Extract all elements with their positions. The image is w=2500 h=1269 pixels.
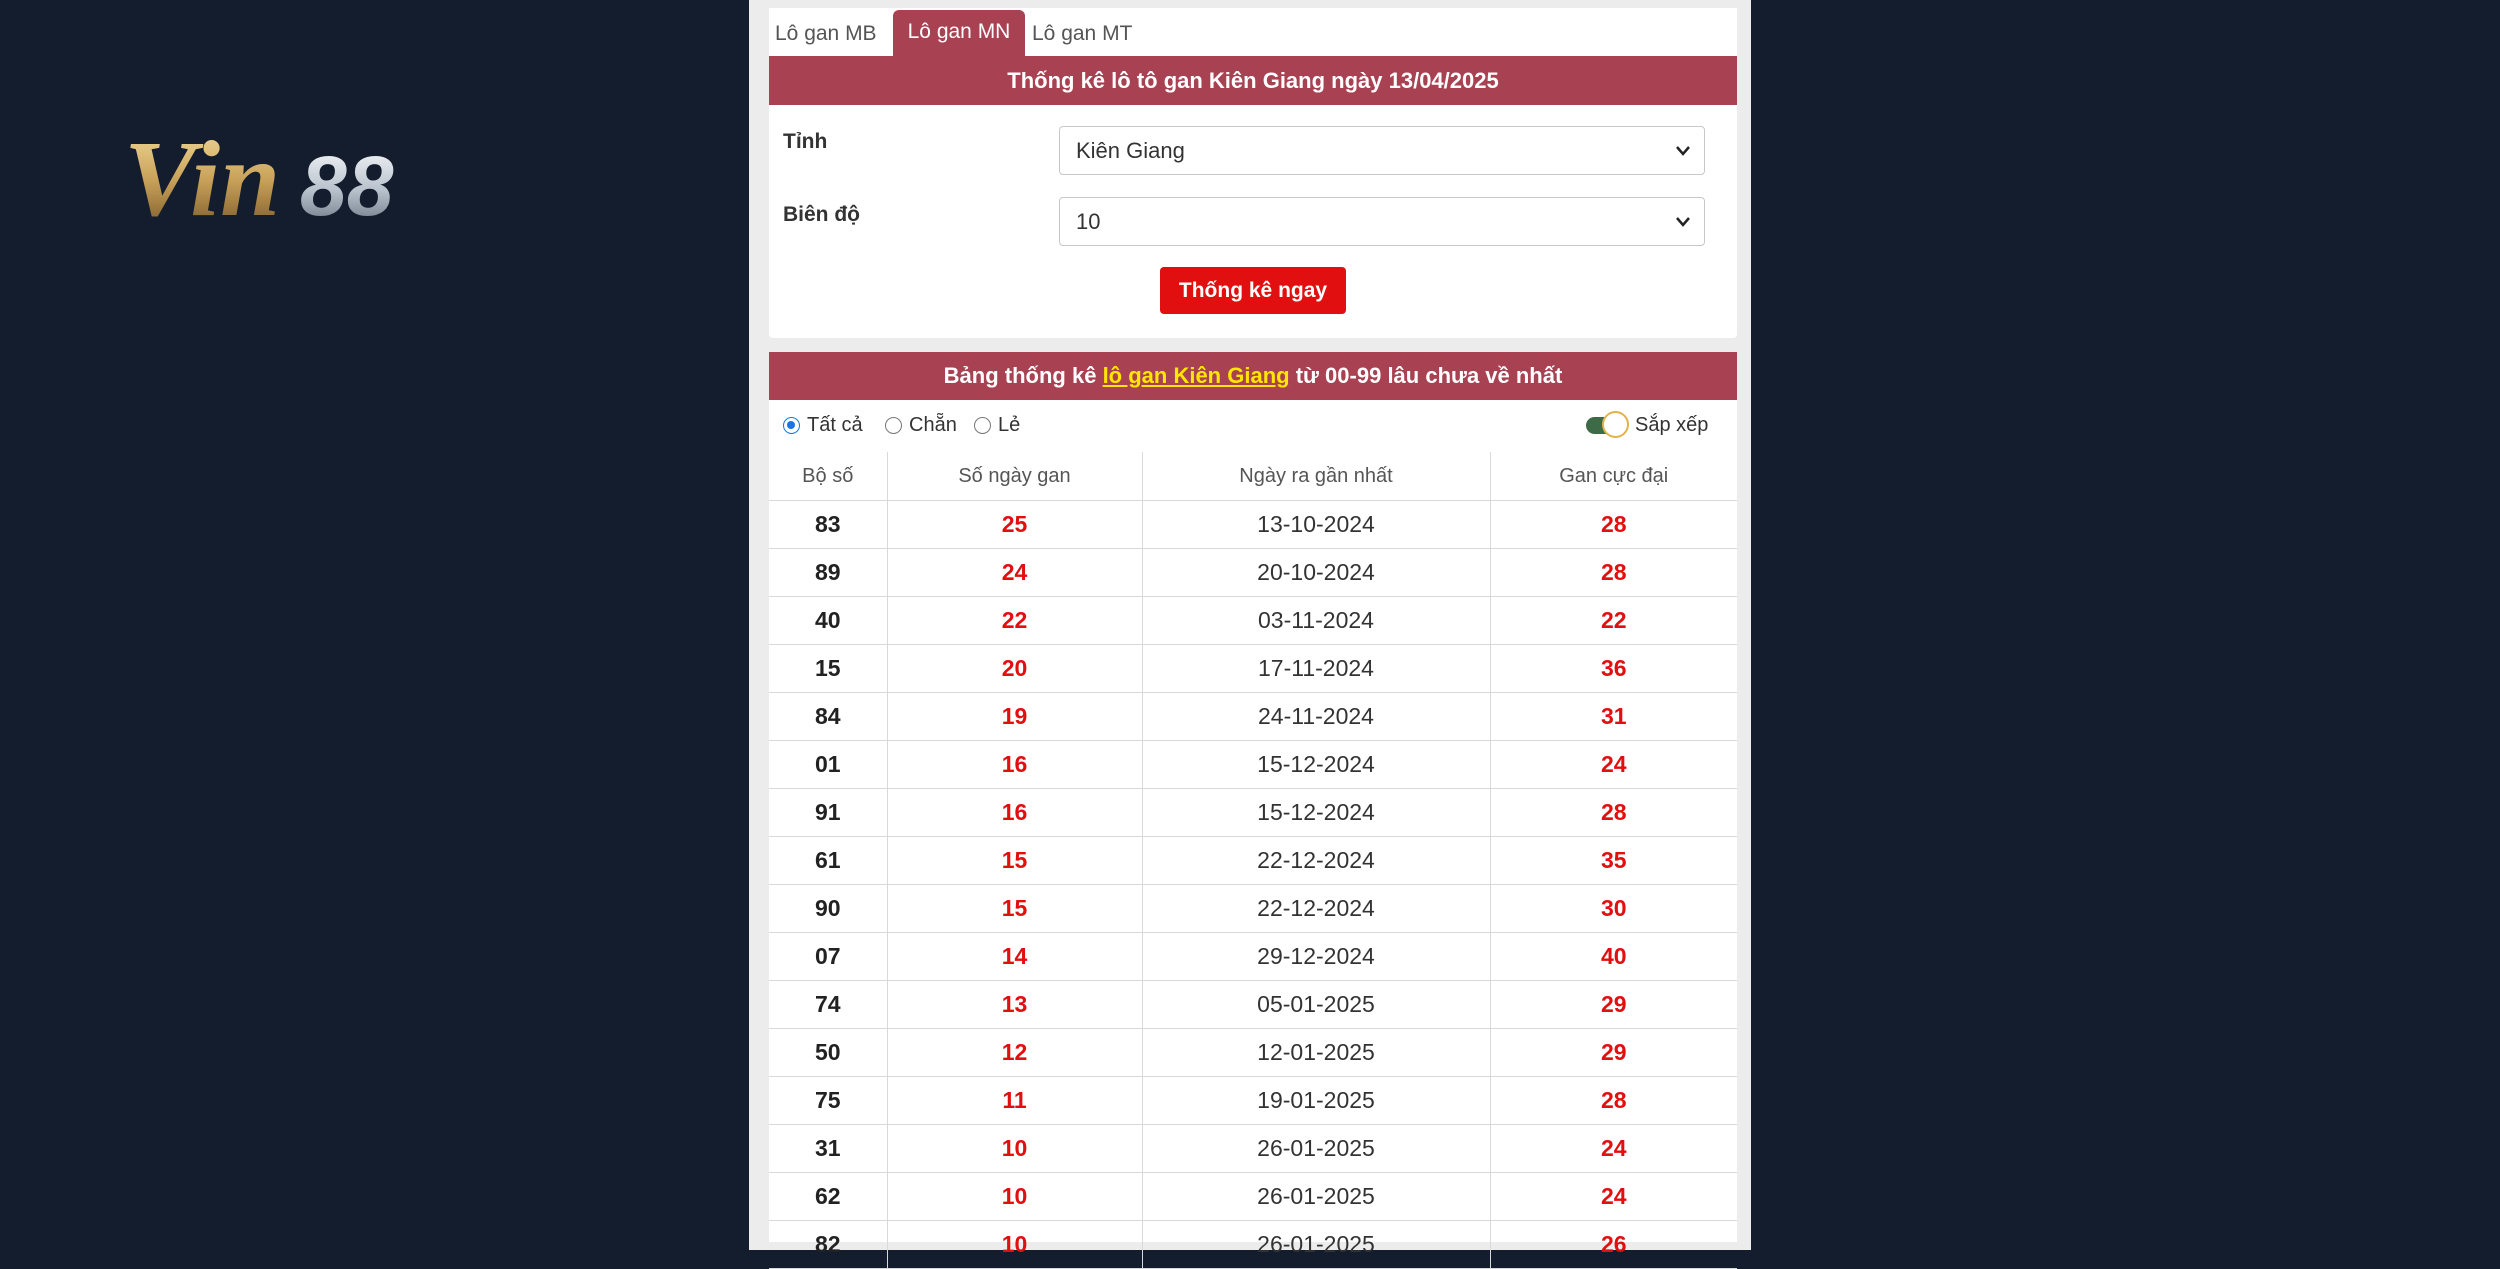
cell-so-ngay-gan: 22 (887, 597, 1142, 645)
cell-so-ngay-gan: 12 (887, 1029, 1142, 1077)
cell-bo-so: 62 (769, 1173, 887, 1221)
radio-all-label[interactable]: Tất cả (807, 414, 863, 436)
cell-ngay-ra-gan-nhat: 22-12-2024 (1142, 885, 1490, 933)
table-row (769, 549, 1737, 597)
results-card (769, 352, 1737, 1257)
table-row (769, 1029, 1737, 1077)
cell-gan-cuc-dai: 28 (1490, 501, 1737, 549)
cell-ngay-ra-gan-nhat: 03-11-2024 (1142, 597, 1490, 645)
cell-bo-so: 84 (769, 693, 887, 741)
tab-lo-gan-mn[interactable]: Lô gan MN (893, 10, 1025, 56)
cell-gan-cuc-dai: 22 (1490, 597, 1737, 645)
cell-bo-so: 89 (769, 549, 887, 597)
cell-so-ngay-gan: 10 (887, 1173, 1142, 1221)
cell-bo-so: 07 (769, 933, 887, 981)
cell-ngay-ra-gan-nhat: 24-11-2024 (1142, 693, 1490, 741)
province-value: Kiên Giang (1076, 138, 1185, 163)
range-label: Biên độ (783, 203, 860, 226)
filter-card (769, 56, 1737, 338)
table-row (769, 1125, 1737, 1173)
tab-lo-gan-mt[interactable]: Lô gan MT (1032, 22, 1133, 45)
cell-so-ngay-gan: 10 (887, 1125, 1142, 1173)
submit-button[interactable]: Thống kê ngay (1160, 267, 1346, 314)
results-title (769, 352, 1737, 400)
cell-gan-cuc-dai: 24 (1490, 1125, 1737, 1173)
cell-gan-cuc-dai: 24 (1490, 1173, 1737, 1221)
column-header-gan-cuc-dai: Gan cực đại (1490, 452, 1737, 501)
province-label: Tỉnh (783, 130, 828, 153)
column-header-bo-so: Bộ số (769, 452, 887, 501)
table-row (769, 1221, 1737, 1269)
results-title-suffix: từ 00-99 lâu chưa về nhất (1289, 363, 1563, 388)
cell-ngay-ra-gan-nhat: 20-10-2024 (1142, 549, 1490, 597)
cell-so-ngay-gan: 13 (887, 981, 1142, 1029)
results-title-link[interactable]: lô gan Kiên Giang (1102, 363, 1290, 388)
cell-so-ngay-gan: 15 (887, 885, 1142, 933)
table-header-row (769, 452, 1737, 501)
cell-bo-so: 31 (769, 1125, 887, 1173)
form-title: Thống kê lô tô gan Kiên Giang ngày 13/04/2025 (769, 56, 1737, 105)
cell-so-ngay-gan: 14 (887, 933, 1142, 981)
cell-gan-cuc-dai: 29 (1490, 981, 1737, 1029)
sort-label: Sắp xếp (1635, 414, 1709, 436)
range-value: 10 (1076, 209, 1101, 234)
cell-bo-so: 15 (769, 645, 887, 693)
cell-gan-cuc-dai: 30 (1490, 885, 1737, 933)
cell-ngay-ra-gan-nhat: 19-01-2025 (1142, 1077, 1490, 1125)
cell-ngay-ra-gan-nhat: 13-10-2024 (1142, 501, 1490, 549)
toggle-knob (1602, 411, 1629, 438)
table-row (769, 933, 1737, 981)
cell-ngay-ra-gan-nhat: 12-01-2025 (1142, 1029, 1490, 1077)
cell-gan-cuc-dai: 29 (1490, 1029, 1737, 1077)
cell-ngay-ra-gan-nhat: 26-01-2025 (1142, 1125, 1490, 1173)
cell-ngay-ra-gan-nhat: 22-12-2024 (1142, 837, 1490, 885)
table-row (769, 501, 1737, 549)
cell-so-ngay-gan: 11 (887, 1077, 1142, 1125)
tab-lo-gan-mb[interactable]: Lô gan MB (775, 22, 877, 45)
radio-odd[interactable] (974, 417, 991, 434)
province-select[interactable] (1059, 126, 1705, 175)
cell-ngay-ra-gan-nhat: 26-01-2025 (1142, 1221, 1490, 1269)
table-row (769, 837, 1737, 885)
cell-so-ngay-gan: 19 (887, 693, 1142, 741)
cell-bo-so: 82 (769, 1221, 887, 1269)
cell-gan-cuc-dai: 40 (1490, 933, 1737, 981)
tab-bar (769, 8, 1737, 56)
cell-gan-cuc-dai: 36 (1490, 645, 1737, 693)
cell-ngay-ra-gan-nhat: 26-01-2025 (1142, 1173, 1490, 1221)
logo-vin-text: Vin (124, 120, 281, 235)
column-header-ngay-ra-gan-nhat: Ngày ra gần nhất (1142, 452, 1490, 501)
cell-gan-cuc-dai: 24 (1490, 741, 1737, 789)
cell-gan-cuc-dai: 35 (1490, 837, 1737, 885)
cell-bo-so: 40 (769, 597, 887, 645)
chevron-down-icon (1674, 127, 1692, 174)
logo-88-text: 88 (300, 139, 394, 233)
table-row (769, 981, 1737, 1029)
cell-so-ngay-gan: 24 (887, 549, 1142, 597)
radio-all[interactable] (783, 417, 800, 434)
table-row (769, 693, 1737, 741)
cell-gan-cuc-dai: 28 (1490, 549, 1737, 597)
table-row (769, 885, 1737, 933)
cell-bo-so: 01 (769, 741, 887, 789)
cell-bo-so: 91 (769, 789, 887, 837)
cell-gan-cuc-dai: 26 (1490, 1221, 1737, 1269)
cell-so-ngay-gan: 10 (887, 1221, 1142, 1269)
vin88-logo (120, 115, 480, 235)
range-select[interactable] (1059, 197, 1705, 246)
results-title-prefix: Bảng thống kê (943, 363, 1103, 388)
lo-gan-table (769, 452, 1737, 1269)
cell-bo-so: 75 (769, 1077, 887, 1125)
table-row (769, 1173, 1737, 1221)
cell-bo-so: 83 (769, 501, 887, 549)
cell-ngay-ra-gan-nhat: 17-11-2024 (1142, 645, 1490, 693)
cell-bo-so: 74 (769, 981, 887, 1029)
radio-even-label[interactable]: Chẵn (909, 414, 957, 436)
chevron-down-icon (1674, 198, 1692, 245)
cell-gan-cuc-dai: 28 (1490, 1077, 1737, 1125)
table-row (769, 1077, 1737, 1125)
cell-ngay-ra-gan-nhat: 29-12-2024 (1142, 933, 1490, 981)
cell-ngay-ra-gan-nhat: 15-12-2024 (1142, 741, 1490, 789)
column-header-so-ngay-gan: Số ngày gan (887, 452, 1142, 501)
cell-so-ngay-gan: 20 (887, 645, 1142, 693)
cell-so-ngay-gan: 16 (887, 741, 1142, 789)
cell-bo-so: 50 (769, 1029, 887, 1077)
table-body (769, 501, 1737, 1269)
table-row (769, 741, 1737, 789)
radio-odd-label[interactable]: Lẻ (998, 414, 1021, 436)
cell-bo-so: 90 (769, 885, 887, 933)
cell-so-ngay-gan: 25 (887, 501, 1142, 549)
cell-ngay-ra-gan-nhat: 15-12-2024 (1142, 789, 1490, 837)
cell-gan-cuc-dai: 31 (1490, 693, 1737, 741)
table-row (769, 789, 1737, 837)
sort-toggle[interactable] (1586, 410, 1630, 440)
cell-so-ngay-gan: 15 (887, 837, 1142, 885)
radio-even[interactable] (885, 417, 902, 434)
cell-so-ngay-gan: 16 (887, 789, 1142, 837)
cell-gan-cuc-dai: 28 (1490, 789, 1737, 837)
table-row (769, 597, 1737, 645)
cell-bo-so: 61 (769, 837, 887, 885)
table-row (769, 645, 1737, 693)
cell-ngay-ra-gan-nhat: 05-01-2025 (1142, 981, 1490, 1029)
